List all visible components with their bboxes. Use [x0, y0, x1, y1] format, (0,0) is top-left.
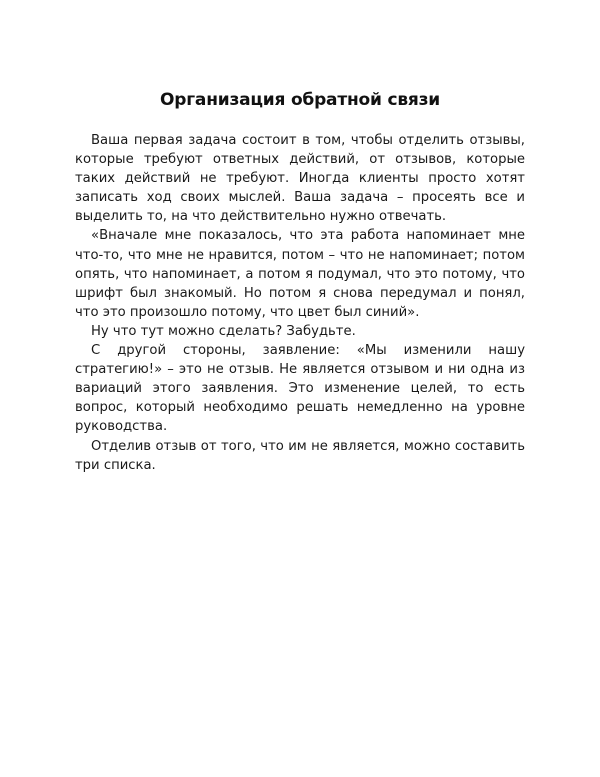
- page-title: Организация обратной связи: [160, 90, 440, 110]
- paragraph-2: «Вначале мне показалось, что эта работа напоминает мне что-то, что мне не нравится, потом – что не напоминает; потом опять, что напоминает, а потом я подумал, что это потому, что шрифт был знакомый. Но потом я снова передумал и понял, что это произошло потому, что цвет был синий».: [75, 228, 525, 320]
- paragraph-1: Ваша первая задача состоит в том, чтобы отделить отзывы, которые требуют ответных действий, от отзывов, которые таких действий не требуют. Иногда клиенты просто хотят записать ход своих мыслей. Ваша задача – просеять все и выделить то, на что действительно нужно отвечать.: [75, 133, 525, 225]
- paragraph-3: Ну что тут можно сделать? Забудьте.: [91, 323, 356, 339]
- paragraph-5: Отделив отзыв от того, что им не является, можно составить три списка.: [75, 438, 525, 473]
- document-page: [75, 88, 525, 475]
- paragraph-4: С другой стороны, заявление: «Мы изменили нашу стратегию!» – это не отзыв. Не является отзывом и ни одна из вариаций этого заявления. Это изменение целей, то есть вопрос, который необходимо решать немедленно на уровне руководства.: [75, 343, 525, 435]
